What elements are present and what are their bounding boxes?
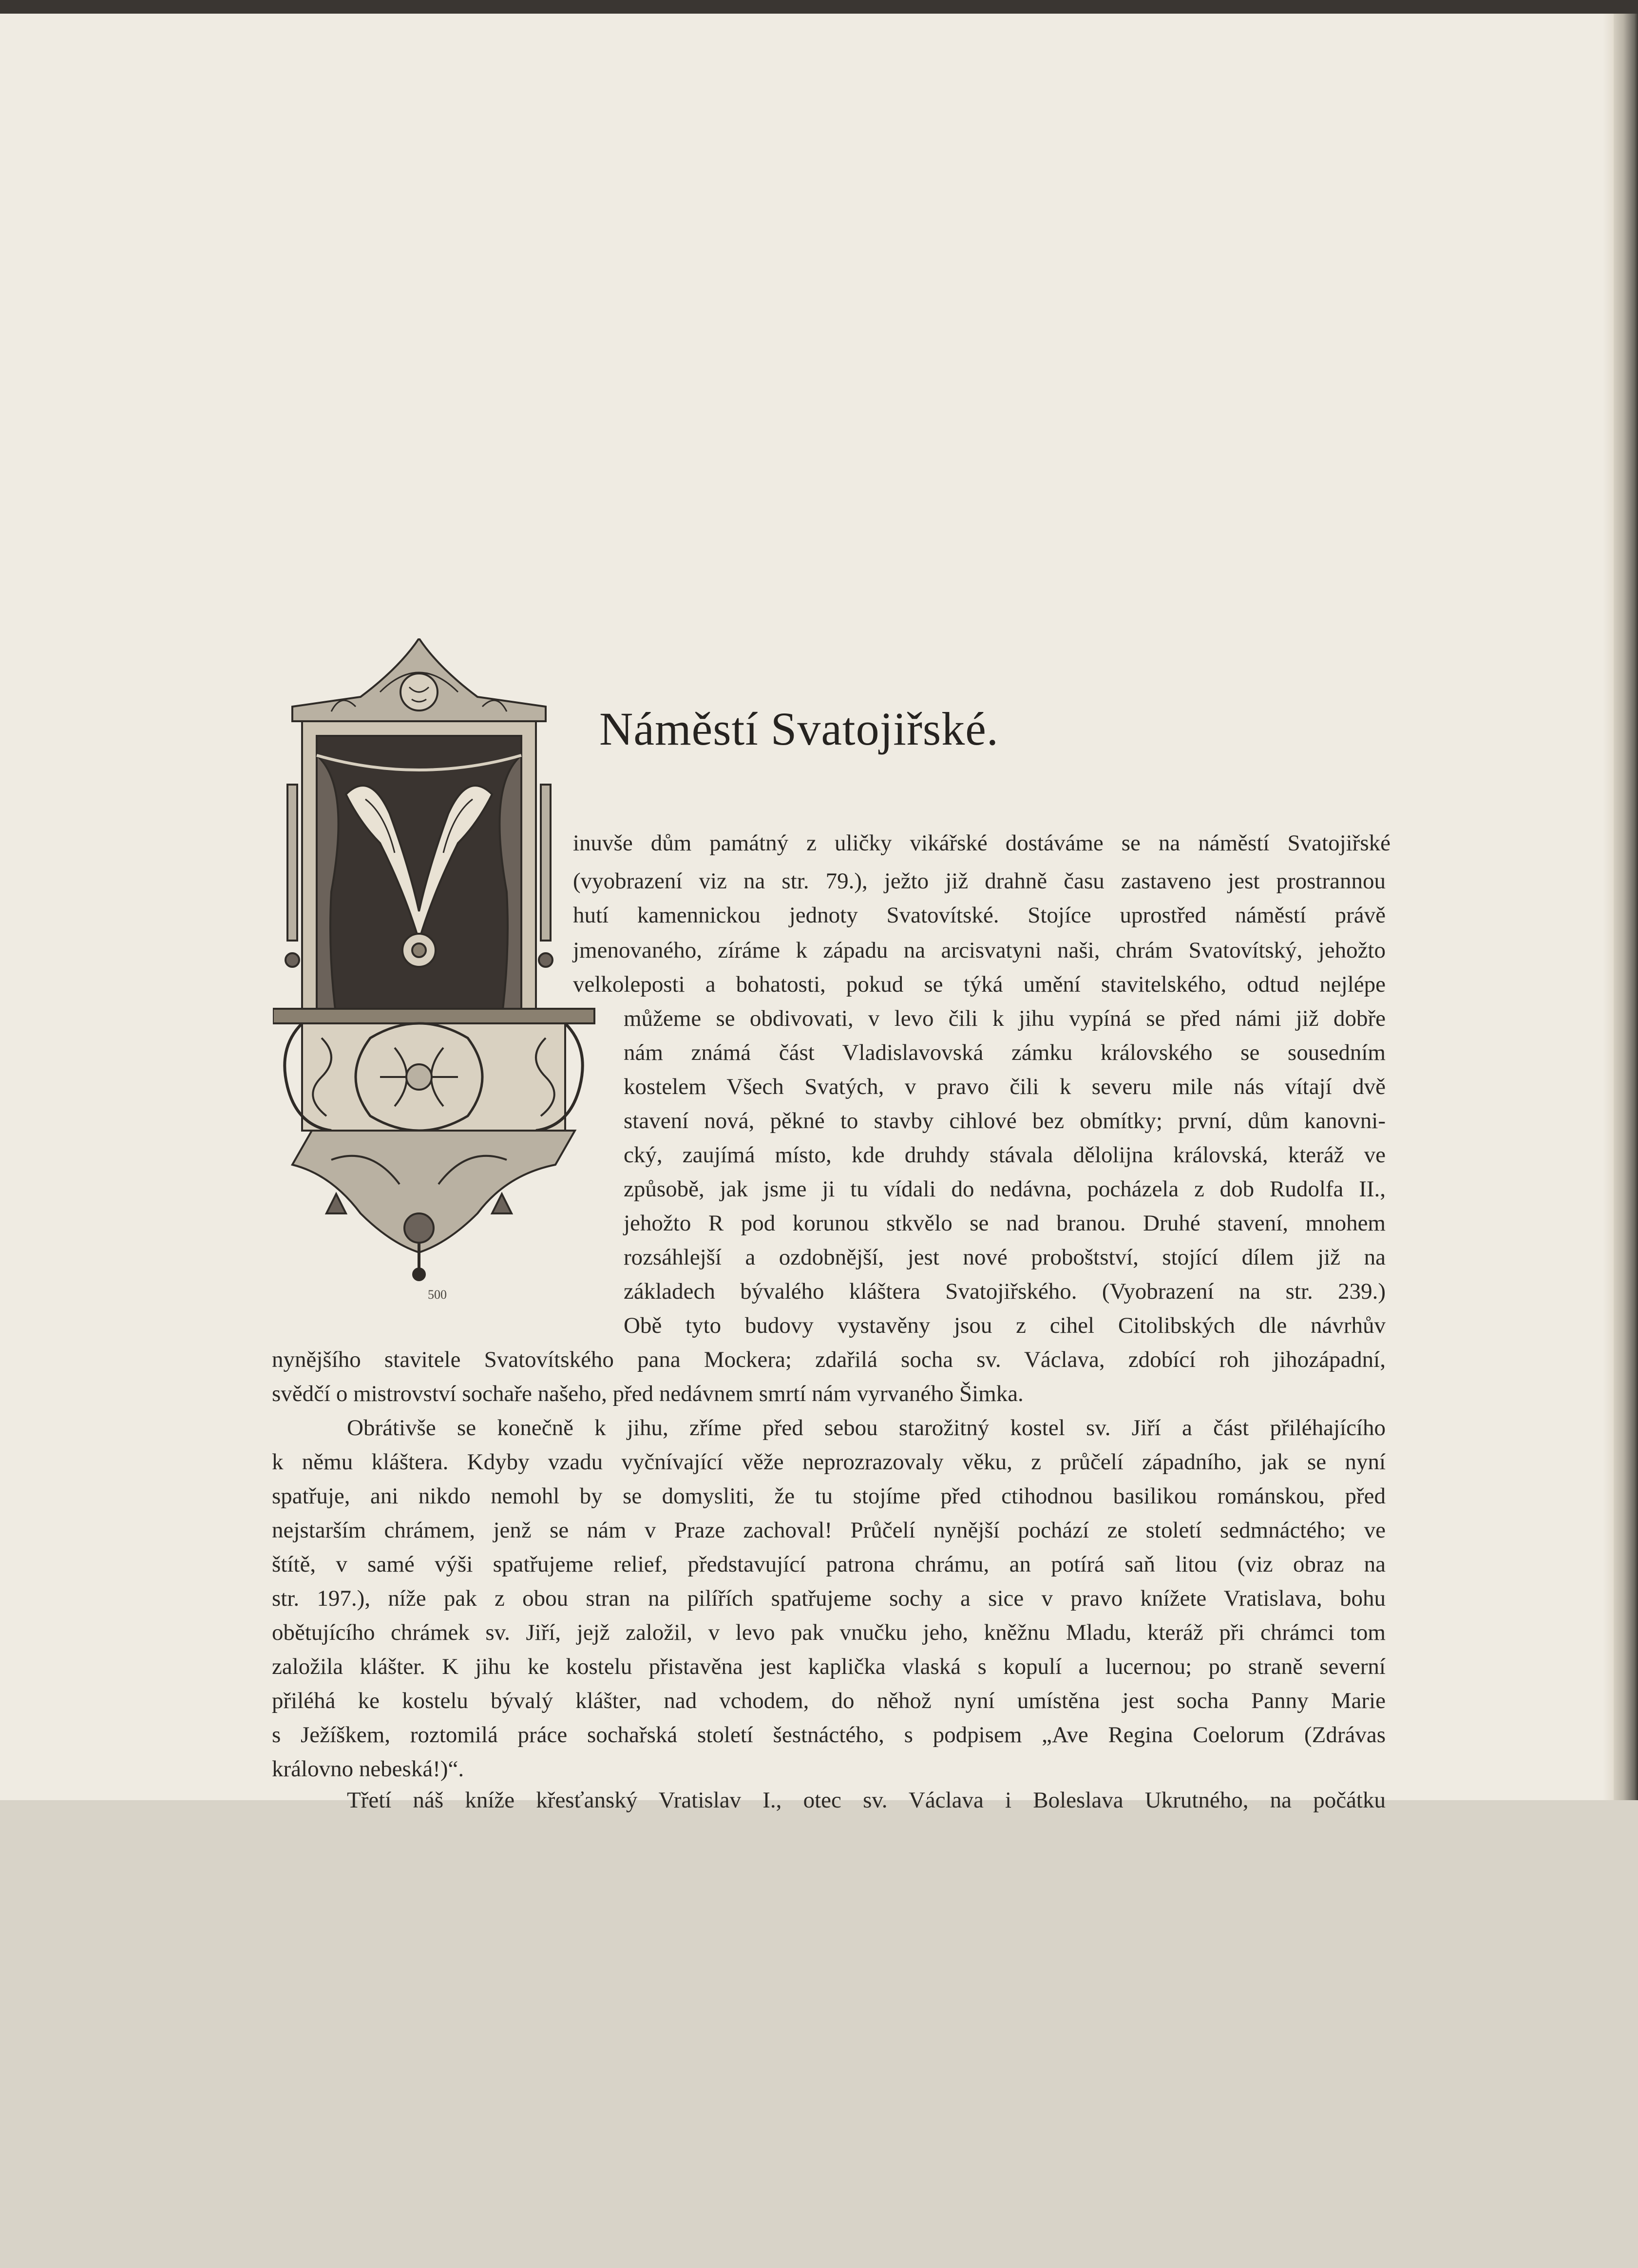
text-line: hutí kamennickou jednoty Svatovítské. Stojíce uprostřed náměstí právě [573,903,1386,928]
text-line: k němu kláštera. Kdyby vzadu vyčnívající věže neprozrazovaly věku, z průčelí západního, jak se nyní [272,1449,1386,1475]
text-line: způsobě, jak jsme ji tu vídali do nedávna, pocházela z dob Rudolfa II., [624,1176,1386,1202]
page-gutter-shadow [1614,14,1638,1800]
text-line: str. 197.), níže pak z obou stran na pilířích spatřujeme sochy a sice v pravo knížete Vratislava, bohu [272,1586,1386,1611]
text-line: spatřuje, ani nikdo nemohl by se domysliti, že tu stojíme před ctihodnou basilikou románskou, před [272,1483,1386,1509]
text-line: založila klášter. K jihu ke kostelu přistavěna jest kaplička vlaská s kopulí a lucernou; po straně severní [272,1654,1386,1679]
figure-caption: 500 [428,1288,447,1302]
text-line: přiléhá ke kostelu bývalý klášter, nad vchodem, do něhož nyní umístěna jest socha Panny Marie [272,1688,1386,1713]
text-line: s Ježíškem, roztomilá práce sochařská století šestnáctého, s podpisem „Ave Regina Coelorum (Zdrávas [272,1722,1386,1748]
text-line: stavení nová, pěkné to stavby cihlové bez obmítky; první, dům kanovni- [624,1108,1386,1134]
text-line: Obě tyto budovy vystavěny jsou z cihel Citolibských dle návrhův [624,1313,1386,1338]
text-line: inuvše dům památný z uličky vikářské dostáváme se na náměstí Svatojiřské [573,830,1390,856]
text-line: jmenovaného, zíráme k západu na arcisvatyni naši, chrám Svatovítský, jehožto [573,938,1386,963]
scanner-top-edge [0,0,1638,14]
text-line: nejstarším chrámem, jenž se nám v Praze zachoval! Průčelí nynější pochází ze století sedmnáctého; ve [272,1518,1386,1543]
text-line: svědčí o mistrovství sochaře našeho, před nedávnem smrtí nám vyrvaného Šimka. [272,1381,1024,1406]
text-line: jehožto R pod korunou stkvělo se nad branou. Druhé stavení, mnohem [624,1211,1386,1236]
text-line: základech bývalého kláštera Svatojiřského. (Vyobrazení na str. 239.) [624,1279,1386,1304]
text-line: Třetí náš kníže křesťanský Vratislav I., otec sv. Václava i Boleslava Ukrutného, na počátku [347,1787,1386,1813]
text-line: obětujícího chrámek sv. Jiří, jejž založil, v levo pak vnučku jeho, kněžnu Mladu, kteráž při chrámci tom [272,1620,1386,1645]
scan-background [0,1800,1638,2268]
text-line: Obrátivše se konečně k jihu, zříme před sebou starožitný kostel sv. Jiří a část přiléhajícího [347,1415,1386,1441]
text-line: nynějšího stavitele Svatovítského pana Mockera; zdařilá socha sv. Václava, zdobící roh jihozápadní, [272,1347,1386,1372]
page-title: Náměstí Svatojiřské. [599,703,999,755]
text-line: velkoleposti a bohatosti, pokud se týká umění stavitelského, odtud nejlépe [573,972,1386,997]
window-balcony-initial-V-illustration [273,638,614,1282]
text-line: můžeme se obdivovati, v levo čili k jihu vypíná se před námi již dobře [624,1006,1386,1031]
text-line: (vyobrazení viz na str. 79.), ježto již drahně času zastaveno jest prostrannou [573,868,1386,894]
text-line: kostelem Všech Svatých, v pravo čili k severu mile nás vítají dvě [624,1074,1386,1099]
text-line: štítě, v samé výši spatřujeme relief, představující patrona chrámu, an potírá saň litou (viz obraz na [272,1552,1386,1577]
text-line: cký, zaujímá místo, kde druhdy stávala dělolijna královská, kteráž ve [624,1142,1386,1168]
text-line: královno nebeská!)“. [272,1756,464,1782]
text-line: nám známá část Vladislavovská zámku královského se sousedním [624,1040,1386,1065]
text-line: rozsáhlejší a ozdobnější, jest nové proboštství, stojící dílem již na [624,1245,1386,1270]
page-right-edge [1603,14,1614,1800]
